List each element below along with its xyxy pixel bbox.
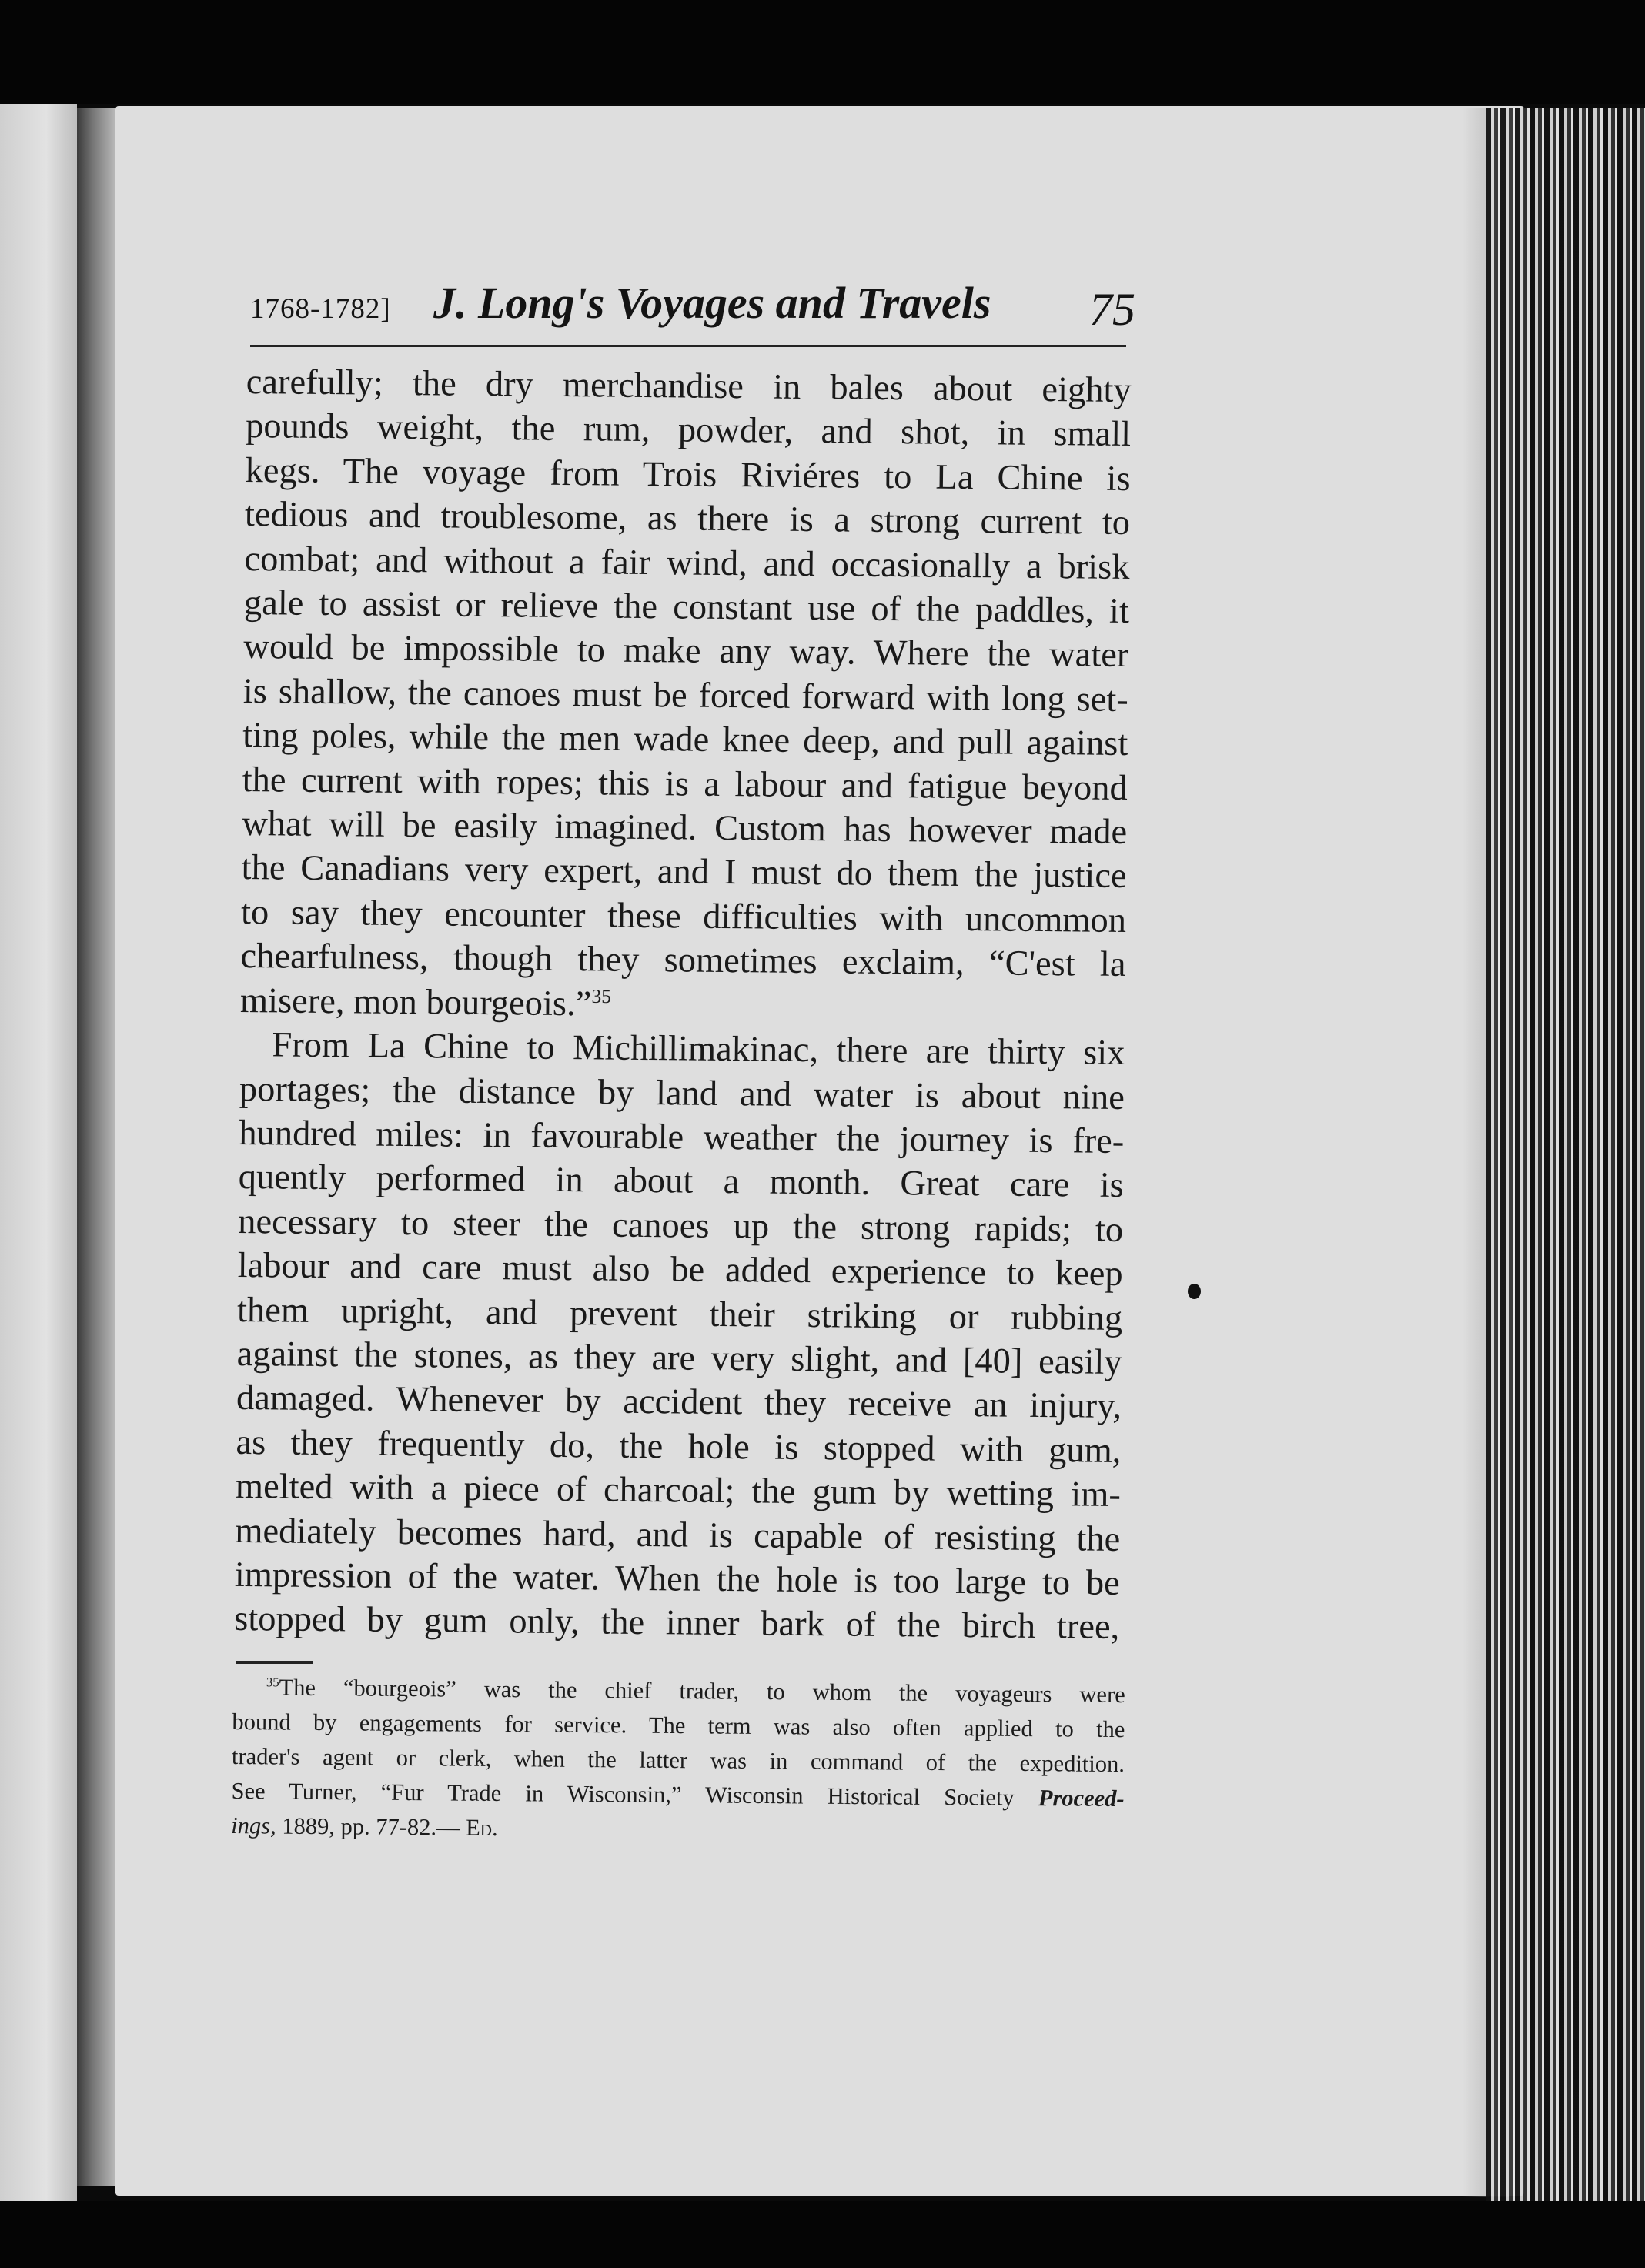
text-line: mediately becomes hard, and is capable of resisting the xyxy=(235,1511,1121,1559)
running-head-title: J. Long's Voyages and Travels xyxy=(433,278,991,328)
header-rule xyxy=(250,345,1126,347)
text-line: portages; the distance by land and water is about nine xyxy=(239,1069,1125,1117)
page-edge-stack xyxy=(1486,108,1645,2201)
running-head xyxy=(250,277,1135,335)
running-head-years: 1768-1782] xyxy=(250,293,391,325)
footnote-rule xyxy=(236,1661,313,1664)
text-line-content: misere, mon bourgeois.” xyxy=(239,980,592,1024)
footnote-line: bound by engagements for service. The term was also often applied to the xyxy=(232,1708,1125,1743)
footnote-number: 35 xyxy=(266,1675,279,1690)
previous-page-edge xyxy=(0,104,77,2201)
text-line: chearfulness, though they sometimes exclaim, “C'est la xyxy=(240,937,1126,985)
text-line: against the stones, as they are very slight, and [40] easily xyxy=(236,1334,1122,1382)
text-line: melted with a piece of charcoal; the gum by wetting im- xyxy=(235,1467,1122,1515)
text-line: labour and care must also be added experience to keep xyxy=(237,1246,1123,1294)
footnote-line-text: See Turner, “Fur Trade in Wisconsin,” Wisconsin Historical Society xyxy=(231,1777,1015,1811)
text-line: quently performed in about a month. Great care is xyxy=(238,1157,1124,1206)
text-line: pounds weight, the rum, powder, and shot, in small xyxy=(245,406,1132,455)
text-line: tedious and troublesome, as there is a strong current to xyxy=(244,495,1131,543)
footnote-line-text: The “bourgeois” was the chief trader, to whom the voyageurs were xyxy=(279,1674,1125,1709)
text-line: stopped by gum only, the inner bark of the birch tree, xyxy=(234,1599,1120,1648)
text-line: necessary to steer the canoes up the strong rapids; to xyxy=(238,1201,1124,1250)
text-line: to say they encounter these difficulties with uncommon xyxy=(240,892,1127,940)
footnote-line-text: 1889, pp. 77-82.— xyxy=(276,1812,466,1841)
scan-border-top xyxy=(0,0,1645,104)
text-line: impression of the water. When the hole is too large to be xyxy=(234,1555,1121,1603)
text-line: From La Chine to Michillimakinac, there are thirty six xyxy=(272,1025,1125,1074)
footnote-editor: Ed. xyxy=(466,1814,498,1842)
body-text xyxy=(234,360,1132,1650)
ink-speck xyxy=(1188,1284,1201,1299)
text-line: gale to assist or relieve the constant use of the paddles, it xyxy=(243,583,1130,632)
text-line: them upright, and prevent their striking or rubbing xyxy=(236,1290,1123,1338)
footnote-italic-proceed: Proceed- xyxy=(1038,1785,1125,1812)
text-line: hundred miles: in favourable weather the journey is fre- xyxy=(239,1113,1125,1161)
text-line: would be impossible to make any way. Where the water xyxy=(243,627,1129,676)
text-line: combat; and without a fair wind, and occasionally a brisk xyxy=(244,539,1130,587)
text-line: ting poles, while the men wade knee deep, and pull against xyxy=(242,716,1128,764)
text-line: the Canadians very expert, and I must do them the justice xyxy=(241,848,1127,897)
footnote-marker: 35 xyxy=(591,984,612,1007)
text-line: kegs. The voyage from Trois Riviéres to La Chine is xyxy=(245,450,1131,499)
text-line: is shallow, the canoes must be forced forward with long set- xyxy=(242,671,1129,720)
page-number: 75 xyxy=(1089,284,1135,335)
text-line: carefully; the dry merchandise in bales about eighty xyxy=(246,362,1132,411)
footnote xyxy=(231,1670,1125,1851)
scan-border-bottom xyxy=(0,2201,1645,2268)
text-line: damaged. Whenever by accident they receive an injury, xyxy=(236,1378,1122,1427)
text-line: what will be easily imagined. Custom has however made xyxy=(241,804,1128,853)
text-line: as they frequently do, the hole is stopped with gum, xyxy=(236,1422,1122,1471)
footnote-line: trader's agent or clerk, when the latter was in command of the expedition. xyxy=(231,1742,1125,1778)
footnote-italic-ings: ings, xyxy=(231,1812,276,1839)
text-line: the current with ropes; this is a labour and fatigue beyond xyxy=(242,760,1128,808)
